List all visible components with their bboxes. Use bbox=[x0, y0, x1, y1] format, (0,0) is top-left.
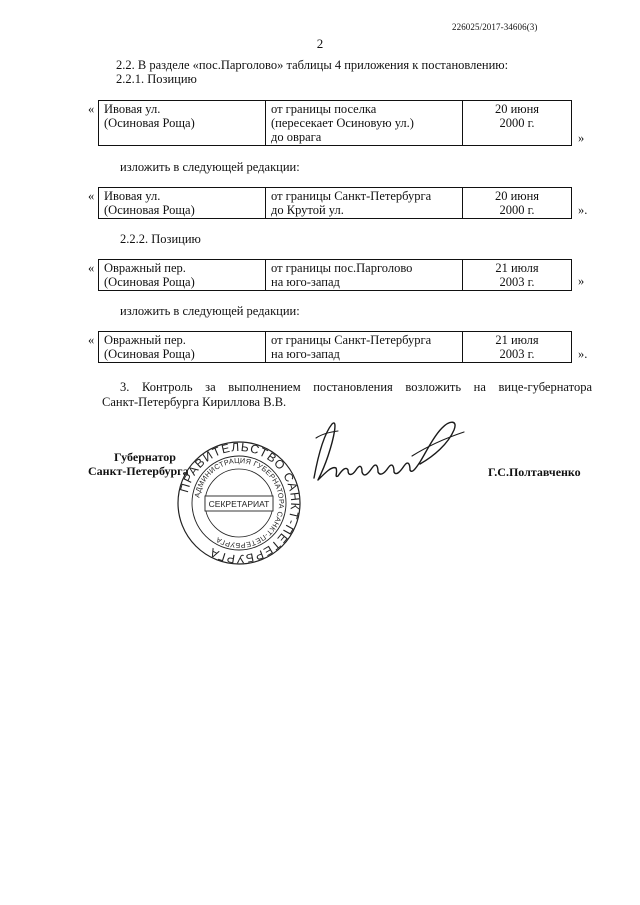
date-day: 20 июня bbox=[494, 102, 540, 116]
close-quote: » bbox=[578, 131, 585, 145]
replace-instruction: изложить в следующей редакции: bbox=[120, 160, 300, 174]
street-cell bbox=[99, 188, 266, 219]
route-line: (пересекает Осиновую ул.) bbox=[271, 116, 414, 130]
signer-title-line-1: Губернатор bbox=[114, 450, 176, 464]
street-cell bbox=[99, 332, 266, 363]
open-quote: « bbox=[88, 189, 95, 203]
table-row-new-ivovaya bbox=[98, 187, 572, 219]
item-2-2-1: 2.2.1. Позицию bbox=[116, 72, 197, 86]
date-cell bbox=[463, 188, 572, 219]
route-line: от границы Санкт-Петербурга bbox=[271, 189, 432, 203]
replace-instruction: изложить в следующей редакции: bbox=[120, 304, 300, 318]
street-name: Овражный пер. bbox=[104, 261, 186, 275]
route-line: на юго-запад bbox=[271, 347, 340, 361]
open-quote: « bbox=[88, 261, 95, 275]
route-cell bbox=[266, 101, 463, 146]
street-area: (Осиновая Роща) bbox=[104, 203, 195, 217]
stamp-center-text: СЕКРЕТАРИАТ bbox=[208, 499, 270, 509]
street-area: (Осиновая Роща) bbox=[104, 275, 195, 289]
paragraph-3-line-2: Санкт-Петербурга Кириллова В.В. bbox=[102, 395, 287, 409]
signer-name: Г.С.Полтавченко bbox=[488, 465, 581, 479]
open-quote: « bbox=[88, 333, 95, 347]
document-id: 226025/2017-34606(3) bbox=[452, 22, 538, 32]
route-cell bbox=[266, 332, 463, 363]
close-quote: ». bbox=[578, 203, 588, 217]
item-2-2-2: 2.2.2. Позицию bbox=[120, 232, 201, 246]
route-line: от границы Санкт-Петербурга bbox=[271, 333, 432, 347]
date-year: 2000 г. bbox=[499, 116, 535, 130]
page-number: 2 bbox=[316, 36, 324, 51]
street-name: Овражный пер. bbox=[104, 333, 186, 347]
section-heading: 2.2. В разделе «пос.Парголово» таблицы 4 приложения к постановлению: bbox=[116, 58, 509, 72]
handwritten-signature bbox=[308, 416, 470, 492]
table-row-old-ivovaya bbox=[98, 100, 572, 146]
paragraph-3-line-1: 3. Контроль за выполнением постановления возложить на вице-губернатора bbox=[120, 380, 592, 394]
street-area: (Осиновая Роща) bbox=[104, 116, 195, 130]
date-cell bbox=[463, 260, 572, 291]
street-cell bbox=[99, 260, 266, 291]
date-cell bbox=[463, 101, 572, 146]
open-quote: « bbox=[88, 102, 95, 116]
table-row-old-ovrazhny bbox=[98, 259, 572, 291]
route-line: до Крутой ул. bbox=[271, 203, 344, 217]
route-line: от границы поселка bbox=[271, 102, 377, 116]
street-cell bbox=[99, 101, 266, 146]
date-day: 20 июня bbox=[494, 189, 540, 203]
stamp-inner-text: АДМИНИСТРАЦИЯ ГУБЕРНАТОРА САНКТ-ПЕТЕРБУРГА bbox=[192, 455, 287, 551]
stamp-outer-text: ПРАВИТЕЛЬСТВО САНКТ-ПЕТЕРБУРГА bbox=[177, 440, 302, 566]
date-day: 21 июля bbox=[495, 261, 539, 275]
date-year: 2003 г. bbox=[499, 347, 535, 361]
close-quote: ». bbox=[578, 347, 588, 361]
date-year: 2000 г. bbox=[499, 203, 535, 217]
route-line: на юго-запад bbox=[271, 275, 340, 289]
signer-title-line-2: Санкт-Петербурга bbox=[88, 464, 189, 478]
paragraph-3 bbox=[102, 380, 592, 410]
street-area: (Осиновая Роща) bbox=[104, 347, 195, 361]
route-cell bbox=[266, 260, 463, 291]
close-quote: » bbox=[578, 274, 585, 288]
official-stamp bbox=[176, 440, 302, 566]
route-line: до оврага bbox=[271, 130, 322, 144]
route-line: от границы пос.Парголово bbox=[271, 261, 413, 275]
street-name: Ивовая ул. bbox=[104, 102, 161, 116]
date-cell bbox=[463, 332, 572, 363]
route-cell bbox=[266, 188, 463, 219]
date-year: 2003 г. bbox=[499, 275, 535, 289]
date-day: 21 июля bbox=[495, 333, 539, 347]
table-row-new-ovrazhny bbox=[98, 331, 572, 363]
street-name: Ивовая ул. bbox=[104, 189, 161, 203]
